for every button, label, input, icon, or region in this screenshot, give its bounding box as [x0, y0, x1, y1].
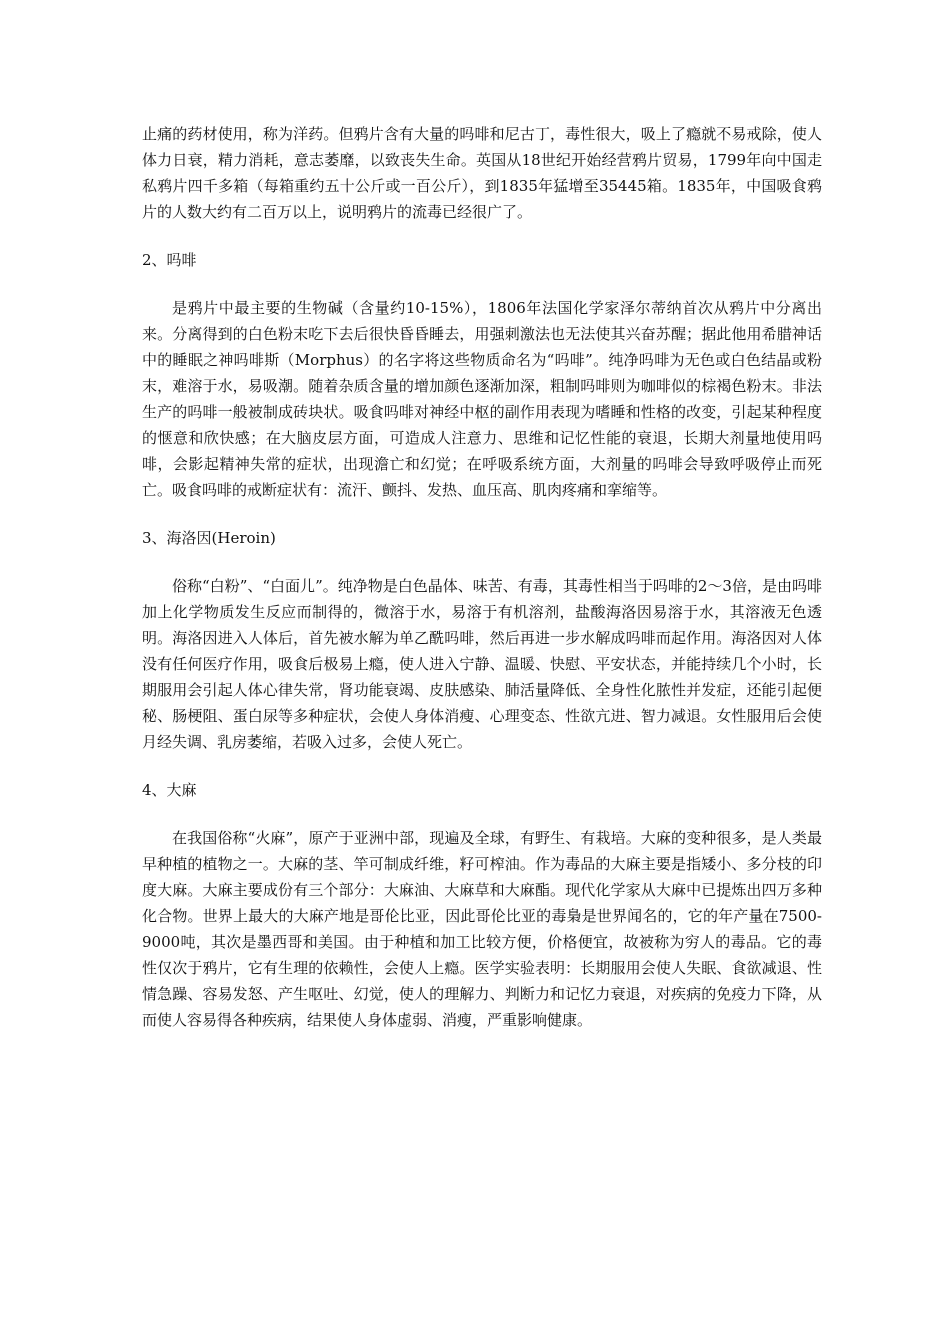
document-page — [142, 121, 822, 1055]
section-body-heroin: 俗称“白粉”、“白面儿”。纯净物是白色晶体、味苦、有毒，其毒性相当于吗啡的2～3倍，是由吗啡加上化学物质发生反应而制得的，微溶于水，易溶于有机溶剂，盐酸海洛因易溶于水，其溶液无色透明。海洛因进入人体后，首先被水解为单乙酰吗啡，然后再进一步水解成吗啡而起作用。海洛因对人体没有任何医疗作用，吸食后极易上瘾，使人进入宁静、温暖、快慰、平安状态，并能持续几个小时，长期服用会引起人体心律失常，肾功能衰竭、皮肤感染、肺活量降低、全身性化脓性并发症，还能引起便秘、肠梗阻、蛋白尿等多种症状，会使人身体消瘦、心理变态、性欲亢进、智力减退。女性服用后会使月经失调、乳房萎缩，若吸入过多，会使人死亡。 — [142, 577, 822, 751]
intro-paragraph: 止痛的药材使用，称为洋药。但鸦片含有大量的吗啡和尼古丁，毒性很大，吸上了瘾就不易戒除，使人体力日衰，精力消耗，意志萎靡，以致丧失生命。英国从18世纪开始经营鸦片贸易，1799年向中国走私鸦片四千多箱（每箱重约五十公斤或一百公斤），到1835年猛增至35445箱。1835年，中国吸食鸦片的人数大约有二百万以上，说明鸦片的流毒已经很广了。 — [142, 125, 822, 221]
section-heading-morphine: 2、吗啡 — [142, 251, 197, 269]
section-body-morphine: 是鸦片中最主要的生物碱（含量约10-15%），1806年法国化学家泽尔蒂纳首次从鸦片中分离出来。分离得到的白色粉末吃下去后很快昏昏睡去，用强刺激法也无法使其兴奋苏醒；据此他用希腊神话中的睡眠之神吗啡斯（Morphus）的名字将这些物质命名为“吗啡”。纯净吗啡为无色或白色结晶或粉末，难溶于水，易吸潮。随着杂质含量的增加颜色逐渐加深，粗制吗啡则为咖啡似的棕褐色粉末。非法生产的吗啡一般被制成砖块状。吸食吗啡对神经中枢的副作用表现为嗜睡和性格的改变，引起某种程度的惬意和欣快感；在大脑皮层方面，可造成人注意力、思维和记忆性能的衰退，长期大剂量地使用吗啡，会影起精神失常的症状，出现澹亡和幻觉；在呼吸系统方面，大剂量的吗啡会导致呼吸停止而死亡。吸食吗啡的戒断症状有：流汗、颤抖、发热、血压高、肌肉疼痛和挛缩等。 — [142, 299, 822, 499]
section-heading-heroin: 3、海洛因(Heroin) — [142, 529, 276, 547]
section-body-cannabis: 在我国俗称“火麻”，原产于亚洲中部，现遍及全球，有野生、有栽培。大麻的变种很多，是人类最早种植的植物之一。大麻的茎、竿可制成纤维，籽可榨油。作为毒品的大麻主要是指矮小、多分枝的印度大麻。大麻主要成份有三个部分：大麻油、大麻草和大麻酯。现代化学家从大麻中已提炼出四万多种化合物。世界上最大的大麻产地是哥伦比亚，因此哥伦比亚的毒梟是世界闻名的，它的年产量在7500-9000吨，其次是墨西哥和美国。由于种植和加工比较方便，价格便宜，故被称为穷人的毒品。它的毒性仅次于鸦片，它有生理的依赖性，会使人上瘾。医学实验表明：长期服用会使人失眠、食欲减退、性情急躁、容易发怒、产生呕吐、幻觉，使人的理解力、判断力和记忆力衰退，对疾病的免疫力下降，从而使人容易得各种疾病，结果使人身体虚弱、消瘦，严重影响健康。 — [142, 829, 822, 1029]
section-heading-cannabis: 4、大麻 — [142, 781, 197, 799]
